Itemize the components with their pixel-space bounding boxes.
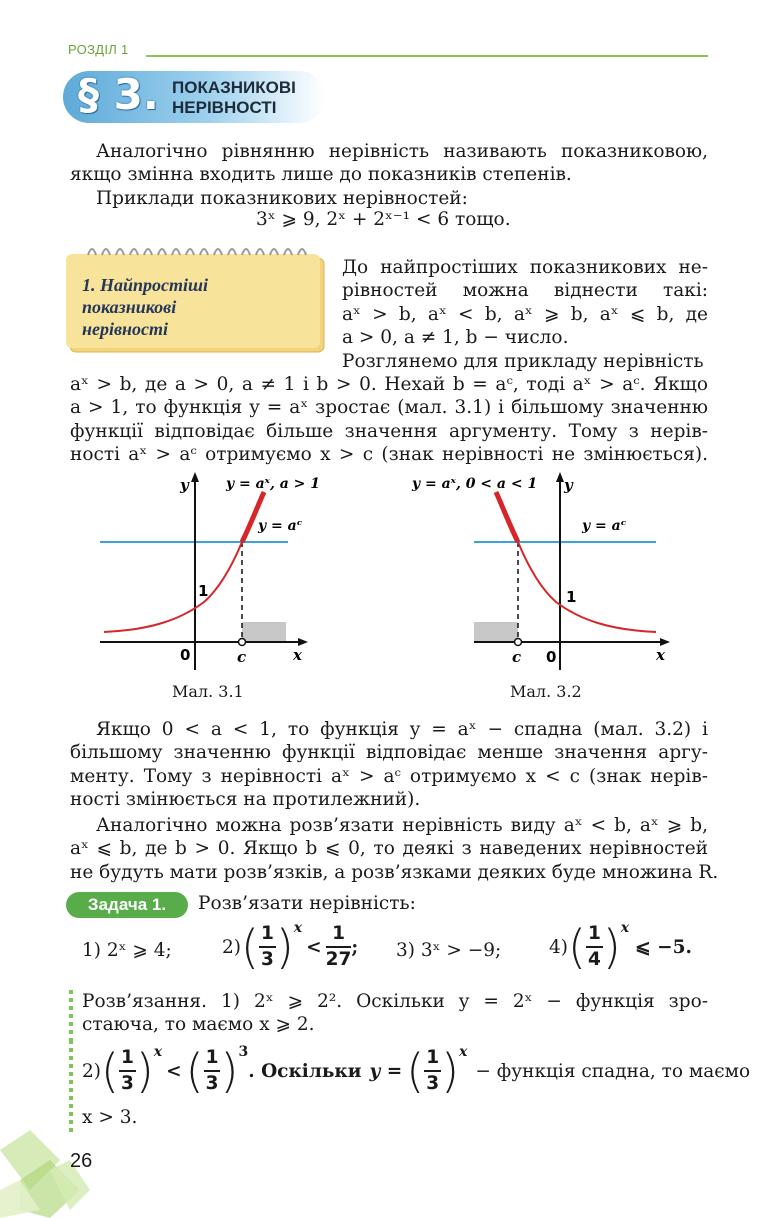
solution-step-2 xyxy=(82,1044,750,1098)
right-paren-icon: ) xyxy=(441,1044,460,1098)
intro-line1: Аналогічно рівнянню нерівність називають показниковою, xyxy=(96,141,708,162)
x-axis-label: x xyxy=(656,646,665,664)
task-badge: Задача 1. xyxy=(66,892,188,918)
less-than-sign: < xyxy=(306,936,322,958)
section-title xyxy=(172,78,296,118)
fraction-denominator: 3 xyxy=(426,1073,440,1094)
graph-figure-3-2 xyxy=(410,470,680,670)
point-c xyxy=(515,639,522,646)
fraction-one-third xyxy=(119,1046,136,1096)
origin-label: 0 xyxy=(546,648,557,666)
fraction-numerator: 1 xyxy=(326,922,352,948)
right-paren-icon: ) xyxy=(602,920,621,974)
chapter-label: РОЗДІЛ 1 xyxy=(68,42,129,57)
sticky-note-title xyxy=(82,274,208,340)
point-c xyxy=(239,639,246,646)
body1-line6: a > 1, то функція y = aˣ зростає (мал. 3.1) і більшому значенню xyxy=(70,397,708,419)
body1-line0: До найпростіших показникових не- xyxy=(342,257,708,278)
left-paren-icon: ( xyxy=(185,1044,204,1098)
fraction-numerator: 1 xyxy=(119,1046,136,1072)
task-item-4-rhs: ⩽ −5. xyxy=(635,936,692,958)
fraction-denominator: 3 xyxy=(260,949,274,970)
fraction-one-third xyxy=(424,1046,441,1096)
function-label: y = aˣ, a > 1 xyxy=(226,476,320,492)
x-axis-arrow-icon xyxy=(298,638,308,646)
y-axis-arrow-icon xyxy=(191,472,199,482)
sticky-line2: показникові xyxy=(82,297,177,317)
body1-line1: рівностей можна віднести такі: xyxy=(342,280,708,302)
section-title-line2: НЕРІВНОСТІ xyxy=(172,98,277,117)
one-label: 1 xyxy=(566,588,577,606)
left-paren-icon: ( xyxy=(101,1044,119,1098)
fraction-numerator: 1 xyxy=(204,1046,221,1072)
y-axis-label: y xyxy=(180,476,189,494)
solution-line2: стаюча, то маємо x ⩾ 2. xyxy=(82,1014,315,1036)
exp-curve-highlight xyxy=(496,492,518,542)
c-label: c xyxy=(237,648,247,666)
body1-line5: aˣ > b, де a > 0, a ≠ 1 і b > 0. Нехай b = aᶜ, тоді aˣ > aᶜ. Якщо xyxy=(70,374,708,395)
task-item-2-suffix: ; xyxy=(351,936,359,958)
intro-paragraph xyxy=(70,140,708,210)
fraction-numerator: 1 xyxy=(586,922,603,948)
exp-curve-increasing xyxy=(104,542,242,632)
figure-caption-3-2: Мал. 3.2 xyxy=(510,682,582,701)
fraction-numerator: 1 xyxy=(424,1046,441,1072)
task-statement: Розв’язати нерівність: xyxy=(198,893,416,914)
body1-line7: функції відповідає більше значення аргументу. Тому з нерів- xyxy=(70,420,708,442)
solution-paragraph xyxy=(82,990,708,1037)
solution-step-2-text: . Оскільки xyxy=(248,1060,362,1082)
fraction-denominator: 3 xyxy=(120,1073,134,1094)
corner-decoration xyxy=(0,1110,120,1218)
y-axis-arrow-icon xyxy=(556,472,564,482)
task-item-3: 3) 3ˣ > −9; xyxy=(396,940,502,961)
body3-line0: Аналогічно можна розв’язати нерівність виду aˣ < b, aˣ ⩾ b, xyxy=(96,815,708,836)
sticky-line1: 1. Найпростіші xyxy=(82,275,209,295)
exponent: x xyxy=(293,920,303,936)
exponent: x xyxy=(153,1044,163,1060)
header-rule xyxy=(146,55,708,57)
spiral-rings-icon xyxy=(80,243,320,257)
exponent: x xyxy=(459,1044,468,1060)
body1-line2: aˣ > b, aˣ < b, aˣ ⩾ b, aˣ ⩽ b, де xyxy=(342,303,708,325)
body2-line3: ності змінюється на протилежний). xyxy=(70,789,421,811)
left-paren-icon: ( xyxy=(241,920,259,974)
body3-line1: aˣ ⩽ b, де b > 0. Якщо b ⩽ 0, то деякі з наведених нерівностей xyxy=(70,838,708,860)
line-label: y = aᶜ xyxy=(258,518,303,534)
shaded-region xyxy=(474,622,518,642)
exponent: x xyxy=(620,920,630,936)
exp-curve-highlight xyxy=(242,492,264,542)
solution-line1: Розв’язання. 1) 2ˣ ⩾ 2². Оскільки y = 2ˣ − функція зро- xyxy=(82,991,708,1012)
origin-label: 0 xyxy=(180,646,191,664)
y-equals: y = xyxy=(369,1060,403,1082)
task-item-2-prefix: 2) xyxy=(222,936,241,958)
one-label: 1 xyxy=(198,582,209,600)
exp-curve-decreasing xyxy=(518,542,656,632)
task-item-4 xyxy=(549,920,692,974)
function-label: y = aˣ, 0 < a < 1 xyxy=(412,476,538,492)
fraction-numerator: 1 xyxy=(259,922,276,948)
body-paragraph-2 xyxy=(70,718,708,812)
sticky-line3: нерівності xyxy=(82,319,169,339)
fraction-denominator: 27 xyxy=(325,949,352,970)
y-axis-label: y xyxy=(564,476,573,494)
less-than-sign: < xyxy=(166,1060,182,1082)
section-number: § 3. xyxy=(78,70,159,119)
body3-line2: не будуть мати розв’язків, а розв’язками деяких буде множина R. xyxy=(70,861,719,883)
task-item-1: 1) 2ˣ ⩾ 4; xyxy=(82,940,172,961)
intro-line2: якщо змінна входить лише до показників степенів. xyxy=(70,164,572,186)
fraction-one-quarter xyxy=(586,922,603,972)
solution-step-2-tail: − функція спадна, то маємо xyxy=(475,1060,751,1082)
line-label: y = aᶜ xyxy=(582,518,627,534)
task-item-4-prefix: 4) xyxy=(549,936,568,958)
c-label: c xyxy=(512,648,522,666)
example-formula: 3ˣ ⩾ 9, 2ˣ + 2ˣ⁻¹ < 6 тощо. xyxy=(256,209,511,230)
body2-line1: більшому значенню функції відповідає менше значення аргу- xyxy=(70,742,708,764)
x-axis-arrow-icon xyxy=(660,638,670,646)
figure-caption-3-1: Мал. 3.1 xyxy=(172,682,244,701)
page-number: 26 xyxy=(70,1150,93,1172)
graph-figure-3-1 xyxy=(100,470,320,670)
body1-line8: ності aˣ > aᶜ отримуємо x > c (знак нерівності не змінюється). xyxy=(70,444,708,466)
body-paragraph-1b xyxy=(70,373,708,467)
solution-step-2-prefix: 2) xyxy=(82,1060,101,1082)
body1-line4: Розглянемо для прикладу нерівність xyxy=(342,350,704,372)
fraction-one-third xyxy=(259,922,276,972)
body2-line2: менту. Тому з нерівності aˣ > aᶜ отримуємо x < c (знак нерів- xyxy=(70,765,708,787)
intro-line3: Приклади показникових нерівностей: xyxy=(96,187,468,209)
body2-line0: Якщо 0 < a < 1, то функція y = aˣ − спадна (мал. 3.2) і xyxy=(96,719,708,740)
right-paren-icon: ) xyxy=(275,920,294,974)
exponent: 3 xyxy=(238,1044,249,1060)
fraction-one-third xyxy=(204,1046,221,1096)
right-paren-icon: ) xyxy=(135,1044,154,1098)
body-paragraph-3 xyxy=(70,814,719,884)
left-paren-icon: ( xyxy=(568,920,586,974)
fraction-denominator: 3 xyxy=(205,1073,219,1094)
section-title-line1: ПОКАЗНИКОВІ xyxy=(172,78,296,97)
right-paren-icon: ) xyxy=(220,1044,239,1098)
body-paragraph-1a xyxy=(342,256,708,373)
fraction-denominator: 4 xyxy=(587,949,601,970)
task-item-2 xyxy=(222,920,358,974)
left-paren-icon: ( xyxy=(406,1044,425,1098)
solution-marker-1 xyxy=(69,990,73,1042)
solution-conclusion: x > 3. xyxy=(82,1107,138,1128)
shaded-region xyxy=(242,622,286,642)
fraction-one-27 xyxy=(326,922,352,972)
x-axis-label: x xyxy=(293,646,302,664)
body1-line3: a > 0, a ≠ 1, b − число. xyxy=(342,327,569,349)
